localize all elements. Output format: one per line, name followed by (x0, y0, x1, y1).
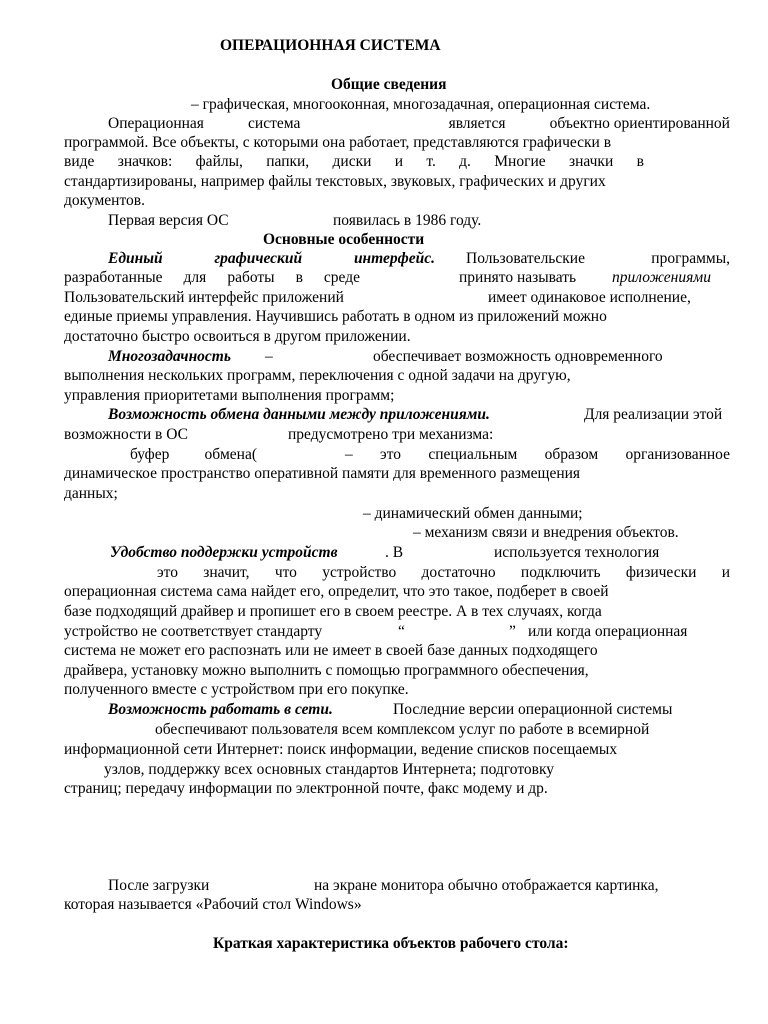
list-item-ole: – механизм связи и внедрения объектов. (413, 524, 679, 541)
paragraph-line: информационной сети Интернет: поиск информации, ведение списков посещаемых (64, 741, 618, 758)
paragraph-line: стандартизированы, например файлы текстовых, звуковых, графических и других (64, 173, 606, 190)
paragraph-line: обеспечивают пользователя всем комплексом услуг по работе в всемирной (155, 721, 650, 738)
paragraph-line: виде значков: файлы, папки, диски и т. д. Многие значки в (64, 153, 644, 170)
paragraph-line: Последние версии операционной системы (393, 701, 673, 718)
paragraph-line: узлов, поддержку всех основных стандартов Интернета; подготовку (104, 761, 555, 778)
paragraph-line: которая называется «Рабочий стол Windows» (64, 896, 362, 913)
section-heading-desktop-objects: Краткая характеристика объектов рабочего стола: (213, 935, 569, 952)
paragraph-line: система не может его распознать или не имеет в своей базе данных подходящего (64, 642, 598, 659)
feature-title-devices: Удобство поддержки устройств (110, 544, 338, 561)
paragraph-line: – (265, 348, 273, 365)
feature-title-network: Возможность работать в сети. (108, 701, 333, 718)
paragraph-line: это значит, что устройство достаточно подключить физически и (157, 564, 730, 581)
paragraph-line: единые приемы управления. Научившись работать в одном из приложений можно (64, 308, 607, 325)
paragraph-line: – это специальным образом организованное (345, 446, 730, 463)
paragraph-line: программой. Все объекты, с которыми она работает, представляются графически в (64, 134, 612, 151)
paragraph-line: появилась в 1986 году. (333, 212, 482, 229)
section-heading-general: Общие сведения (331, 76, 447, 93)
paragraph-line: Пользовательский интерфейс приложений (64, 289, 344, 306)
feature-title-gui: Единый графический интерфейс. (108, 250, 435, 267)
paragraph-line: Для реализации этой (584, 406, 723, 423)
paragraph-line: на экране монитора обычно отображается картинка, (314, 877, 659, 894)
list-item-clipboard: буфер обмена( (130, 446, 257, 463)
list-item-dde: – динамический обмен данными; (363, 505, 583, 522)
feature-title-data-exchange: Возможность обмена данными между приложениями. (108, 406, 490, 423)
paragraph-line: страниц; передачу информации по электронной почте, факс модему и др. (64, 780, 548, 797)
feature-title-multitasking: Многозадачность (108, 348, 231, 365)
paragraph-line: обеспечивает возможность одновременного (373, 348, 663, 365)
paragraph-line: достаточно быстро освоиться в другом приложении. (64, 328, 411, 345)
paragraph-line: управления приоритетами выполнения программ; (64, 387, 395, 404)
paragraph-line: разработанные для работы в среде (64, 269, 360, 286)
paragraph-line: – графическая, многооконная, многозадачная, операционная система. (191, 96, 651, 113)
document-title: ОПЕРАЦИОННАЯ СИСТЕМА (220, 37, 441, 54)
paragraph-line: . В (385, 544, 404, 561)
paragraph-line: возможности в ОС (64, 426, 188, 443)
paragraph-line: динамическое пространство оперативной памяти для временного размещения (64, 465, 581, 482)
paragraph-line: операционная система сама найдет его, определит, что это такое, подберет в своей (64, 583, 609, 600)
paragraph-line: документов. (64, 192, 145, 209)
term-applications: приложениями (612, 269, 711, 286)
paragraph-line: данных; (64, 485, 118, 502)
paragraph-line: или когда операционная (528, 623, 688, 640)
paragraph-line: Первая версия ОС (108, 212, 229, 229)
paragraph-line: используется технология (494, 544, 660, 561)
section-heading-features: Основные особенности (263, 231, 425, 248)
paragraph-line: выполнения нескольких программ, переключения с одной задачи на другую, (64, 367, 571, 384)
paragraph-line: “ (398, 623, 405, 640)
paragraph-line: После загрузки (108, 877, 210, 894)
paragraph-line: полученного вместе с устройством при его покупке. (64, 681, 409, 698)
paragraph-line: принято называть (459, 269, 577, 286)
paragraph-line: имеет одинаковое исполнение, (488, 289, 691, 306)
paragraph-line: базе подходящий драйвер и пропишет его в своем реестре. А в тех случаях, когда (64, 603, 602, 620)
paragraph-line: Пользовательские программы, (466, 250, 730, 267)
paragraph-line: ” (509, 623, 516, 640)
paragraph-line: драйвера, установку можно выполнить с помощью программного обеспечения, (64, 662, 589, 679)
paragraph-line: устройство не соответствует стандарту (64, 623, 323, 640)
paragraph-line: предусмотрено три механизма: (288, 426, 494, 443)
paragraph-line: Операционная система является объектно ориентированной (108, 115, 730, 132)
